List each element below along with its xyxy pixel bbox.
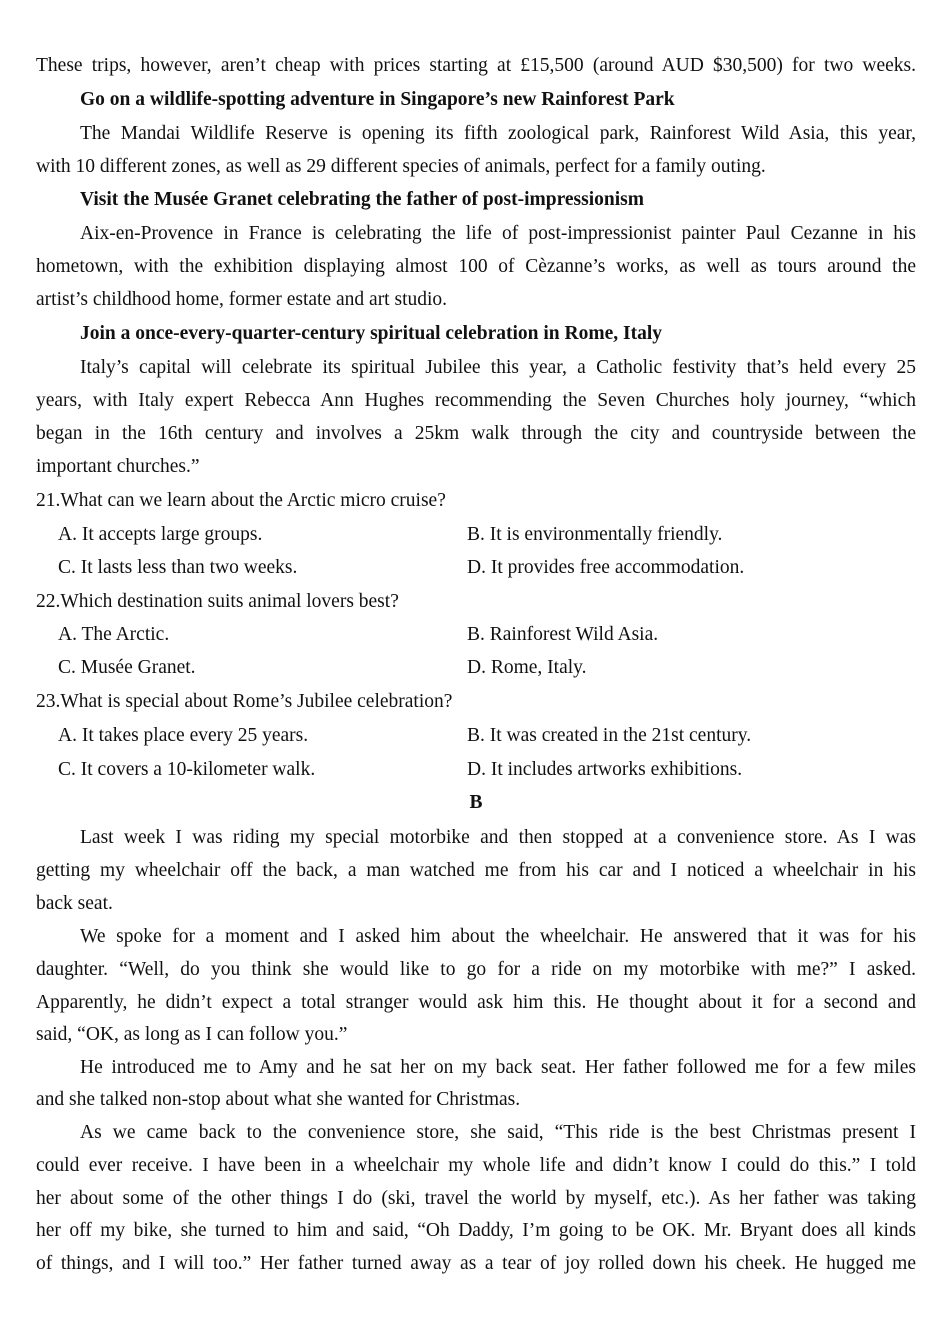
- intro-line: These trips, however, aren’t cheap with prices starting at £15,500 (around AUD $30,500) for two weeks.: [36, 55, 916, 76]
- option-c: C. Musée Granet.: [58, 657, 196, 678]
- section-heading-rome: Join a once-every-quarter-century spiritual celebration in Rome, Italy: [80, 323, 663, 344]
- paragraph-line: her off my bike, she turned to him and said, “Oh Daddy, I’m going to be OK. Mr. Bryant does all kinds: [36, 1220, 916, 1241]
- paragraph-line: important churches.”: [36, 456, 200, 477]
- question-stem-22: 22.Which destination suits animal lovers best?: [36, 591, 399, 612]
- paragraph-line: years, with Italy expert Rebecca Ann Hughes recommending the Seven Churches holy journey, “which: [36, 390, 916, 411]
- paragraph-line: said, “OK, as long as I can follow you.”: [36, 1024, 348, 1045]
- paragraph-line: and she talked non-stop about what she wanted for Christmas.: [36, 1089, 521, 1110]
- option-a: A. The Arctic.: [58, 624, 170, 645]
- paragraph-line: of things, and I will too.” Her father turned away as a tear of joy rolled down his cheek. He hugged me: [36, 1253, 916, 1274]
- paragraph-line: getting my wheelchair off the back, a man watched me from his car and I noticed a wheelchair in his: [36, 860, 916, 881]
- option-b: B. It was created in the 21st century.: [467, 725, 752, 746]
- option-b: B. Rainforest Wild Asia.: [467, 624, 659, 645]
- option-c: C. It lasts less than two weeks.: [58, 557, 298, 578]
- paragraph-line: He introduced me to Amy and he sat her on my back seat. Her father followed me for a few miles: [80, 1057, 916, 1078]
- paragraph-line: daughter. “Well, do you think she would like to go for a ride on my motorbike with me?” I asked.: [36, 959, 916, 980]
- section-heading-musee-granet: Visit the Musée Granet celebrating the father of post-impressionism: [80, 189, 644, 210]
- paragraph-line: Last week I was riding my special motorbike and then stopped at a convenience store. As I was: [80, 827, 916, 848]
- option-c: C. It covers a 10-kilometer walk.: [58, 759, 316, 780]
- paragraph-line: Apparently, he didn’t expect a total stranger would ask him this. He thought about it for a second and: [36, 992, 916, 1013]
- section-label-b: B: [469, 792, 483, 813]
- option-a: A. It takes place every 25 years.: [58, 725, 309, 746]
- option-d: D. Rome, Italy.: [467, 657, 587, 678]
- option-d: D. It provides free accommodation.: [467, 557, 745, 578]
- paragraph-line: artist’s childhood home, former estate and art studio.: [36, 289, 448, 310]
- paragraph-line: We spoke for a moment and I asked him about the wheelchair. He answered that it was for his: [80, 926, 916, 947]
- paragraph-line: The Mandai Wildlife Reserve is opening its fifth zoological park, Rainforest Wild Asia, this year,: [80, 123, 916, 144]
- section-heading-rainforest: Go on a wildlife-spotting adventure in Singapore’s new Rainforest Park: [80, 89, 675, 110]
- paragraph-line: As we came back to the convenience store, she said, “This ride is the best Christmas present I: [80, 1122, 916, 1143]
- paragraph-line: hometown, with the exhibition displaying almost 100 of Cèzanne’s works, as well as tours around the: [36, 256, 916, 277]
- question-stem-21: 21.What can we learn about the Arctic micro cruise?: [36, 490, 446, 511]
- paragraph-line: her about some of the other things I do (ski, travel the world by myself, etc.). As her father was taking: [36, 1188, 916, 1209]
- paragraph-line: back seat.: [36, 893, 113, 914]
- option-d: D. It includes artworks exhibitions.: [467, 759, 743, 780]
- paragraph-line: with 10 different zones, as well as 29 different species of animals, perfect for a family outing.: [36, 156, 766, 177]
- option-b: B. It is environmentally friendly.: [467, 524, 723, 545]
- paragraph-line: could ever receive. I have been in a wheelchair my whole life and didn’t know I could do this.” I told: [36, 1155, 916, 1176]
- paragraph-line: Italy’s capital will celebrate its spiritual Jubilee this year, a Catholic festivity that’s held every 25: [80, 357, 916, 378]
- question-stem-23: 23.What is special about Rome’s Jubilee celebration?: [36, 691, 453, 712]
- paragraph-line: Aix-en-Provence in France is celebrating the life of post-impressionist painter Paul Cezanne in his: [80, 223, 916, 244]
- option-a: A. It accepts large groups.: [58, 524, 263, 545]
- paragraph-line: began in the 16th century and involves a 25km walk through the city and countryside between the: [36, 423, 916, 444]
